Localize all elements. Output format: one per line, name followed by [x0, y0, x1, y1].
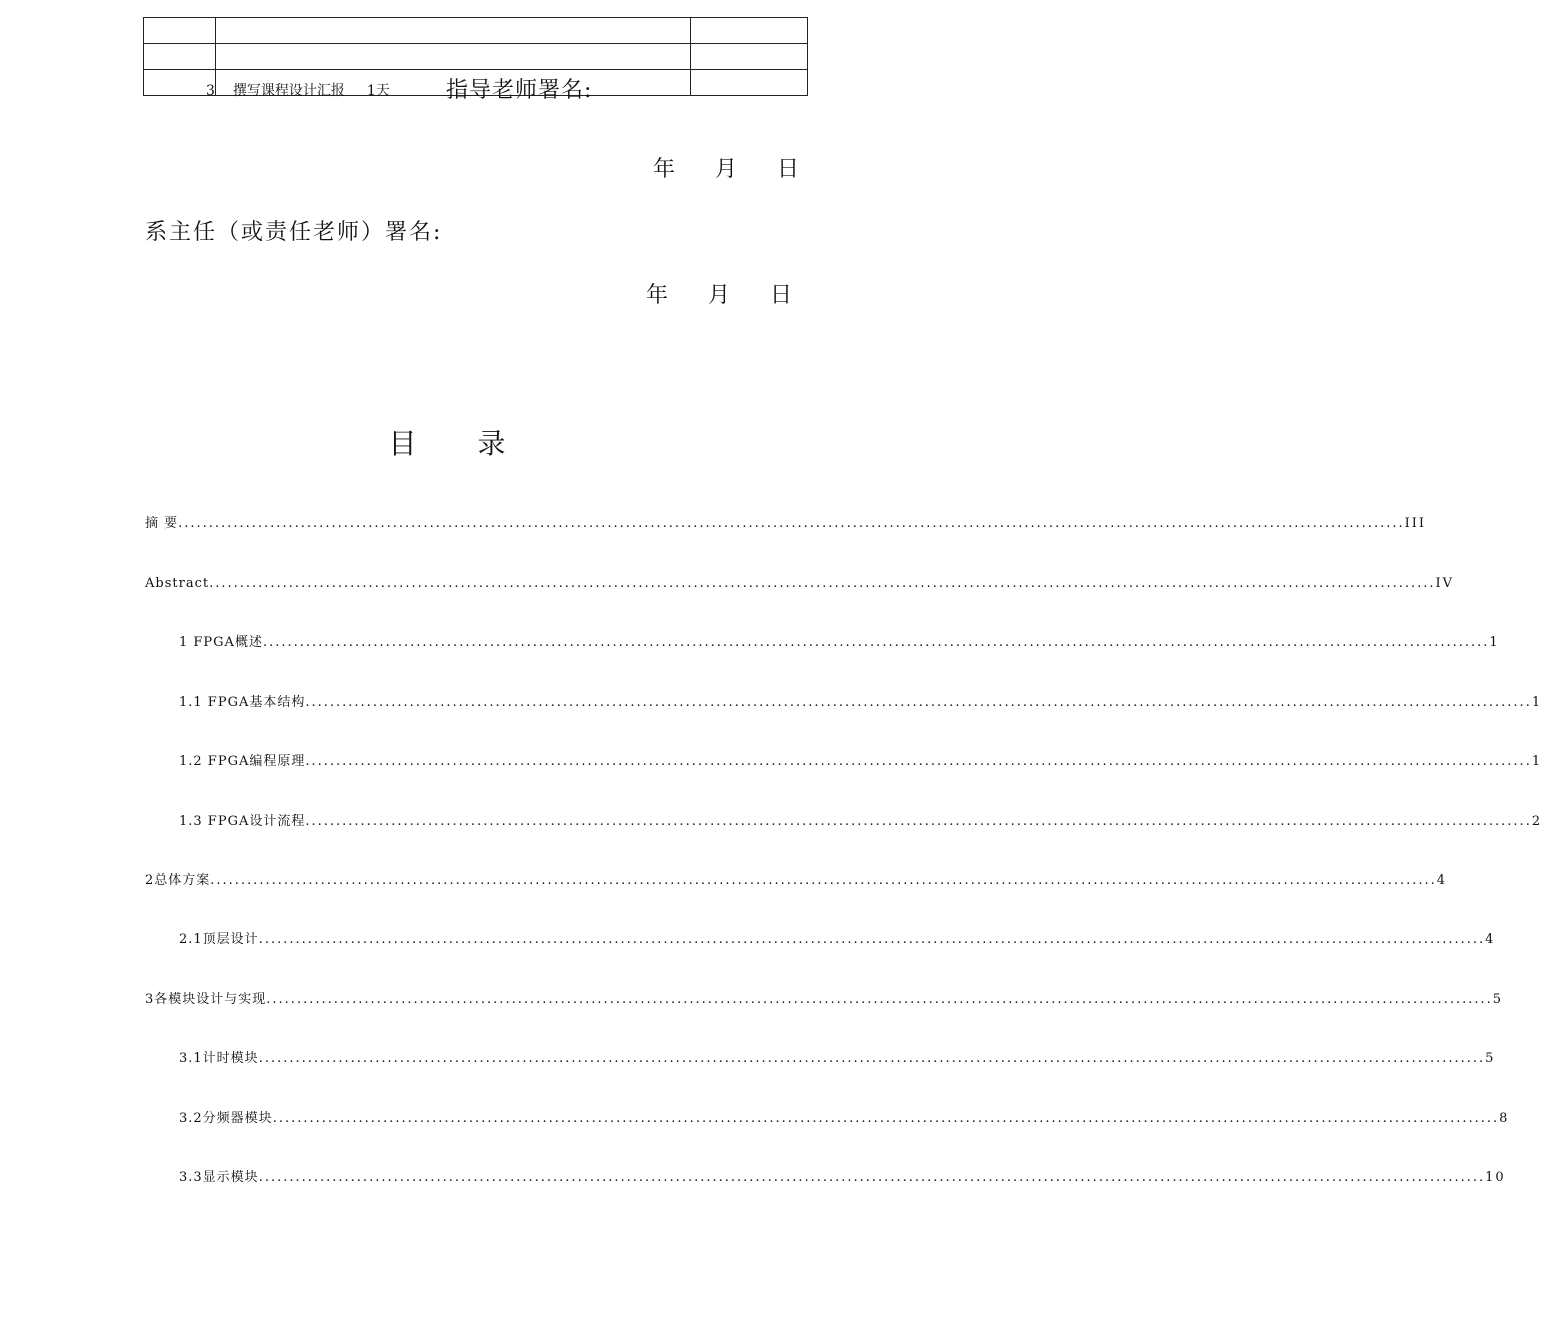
table-cell [144, 70, 216, 96]
table-cell [144, 18, 216, 44]
table-cell [691, 18, 808, 44]
toc-entry-page: 4 [1436, 873, 1448, 888]
toc-leader-dots: ........................................................................................................................................................................................................ [305, 695, 1532, 710]
task-days: 1天 [366, 83, 390, 99]
toc-entry-page: 4 [1485, 932, 1496, 947]
head-signature-date [646, 278, 792, 309]
head-signature-label: 系主任（或责任老师）署名: [145, 220, 443, 245]
table-cell [144, 44, 216, 70]
toc-entry-label: Abstract [145, 576, 210, 591]
toc-entry-label: 2.1顶层设计 [179, 932, 259, 947]
toc-entry-page: III [1404, 516, 1427, 531]
toc-leader-dots: ........................................................................................................................................................................................................ [258, 1051, 1486, 1066]
toc-leader-dots: ........................................................................................................................................................................................................ [178, 516, 1405, 531]
table-cell [216, 18, 691, 44]
toc-entry-label: 1.2 FPGA编程原理 [179, 754, 306, 769]
toc-leader-dots: ........................................................................................................................................................................................................ [305, 754, 1532, 769]
toc-entry[interactable] [145, 991, 1504, 1009]
toc-leader-dots: ........................................................................................................................................................................................................ [210, 873, 1437, 888]
toc-leader-dots: ........................................................................................................................................................................................................ [209, 576, 1436, 591]
task-number: 3 [206, 83, 215, 99]
toc-entry-page: 8 [1499, 1111, 1510, 1126]
toc-entry-label: 1.3 FPGA设计流程 [179, 814, 306, 829]
toc-entry[interactable] [179, 813, 1542, 831]
toc-entry[interactable] [179, 1169, 1506, 1187]
toc-entry-page: 1 [1531, 695, 1542, 710]
table-cell [216, 44, 691, 70]
toc-entry[interactable] [145, 515, 1427, 533]
toc-leader-dots: ........................................................................................................................................................................................................ [272, 1111, 1500, 1126]
table-cell [691, 44, 808, 70]
date-day: 日 [777, 157, 800, 182]
toc-entry[interactable] [179, 1110, 1510, 1128]
toc-entry[interactable] [145, 872, 1448, 890]
table-row [144, 18, 808, 44]
date-year: 年 [653, 157, 676, 182]
toc-entry-label: 1.1 FPGA基本结构 [179, 695, 306, 710]
toc-entry[interactable] [179, 694, 1542, 712]
table-row-3-text [206, 80, 390, 100]
table-cell [691, 70, 808, 96]
toc-entry-page: IV [1435, 576, 1455, 591]
teacher-signature-date [653, 152, 799, 183]
toc-entry[interactable] [179, 1050, 1496, 1068]
toc-entry-label: 1 FPGA概述 [179, 635, 263, 650]
toc-title: 目 录 [388, 427, 532, 460]
toc-entry[interactable] [179, 931, 1496, 949]
toc-entry[interactable] [179, 634, 1500, 652]
toc-entry-page: 1 [1489, 635, 1500, 650]
toc-entry-page: 5 [1485, 1051, 1496, 1066]
toc-entry-page: 2 [1531, 814, 1542, 829]
toc-entry-page: 5 [1492, 992, 1504, 1007]
toc-entry-page: 1 [1531, 754, 1542, 769]
toc-entry-label: 3各模块设计与实现 [145, 992, 267, 1007]
toc-entry-label: 摘 要 [145, 516, 179, 531]
toc-leader-dots: ........................................................................................................................................................................................................ [258, 932, 1486, 947]
toc-leader-dots: ........................................................................................................................................................................................................ [266, 992, 1493, 1007]
teacher-signature-label: 指导老师署名: [446, 78, 593, 103]
date-month: 月 [708, 283, 731, 308]
table-row [144, 44, 808, 70]
toc-leader-dots: ........................................................................................................................................................................................................ [258, 1170, 1486, 1185]
toc-entry[interactable] [179, 753, 1542, 771]
date-month: 月 [715, 157, 738, 182]
toc-entry-label: 2总体方案 [145, 873, 211, 888]
toc-entry[interactable] [145, 575, 1455, 593]
toc-entry-label: 3.1计时模块 [179, 1051, 259, 1066]
date-year: 年 [646, 283, 669, 308]
toc-leader-dots: ........................................................................................................................................................................................................ [305, 814, 1532, 829]
toc-leader-dots: ........................................................................................................................................................................................................ [262, 635, 1490, 650]
task-name: 撰写课程设计汇报 [232, 83, 345, 99]
toc-entry-label: 3.2分频器模块 [179, 1111, 273, 1126]
toc-entry-label: 3.3显示模块 [179, 1170, 259, 1185]
date-day: 日 [770, 283, 793, 308]
toc-entry-page: 10 [1485, 1170, 1506, 1185]
